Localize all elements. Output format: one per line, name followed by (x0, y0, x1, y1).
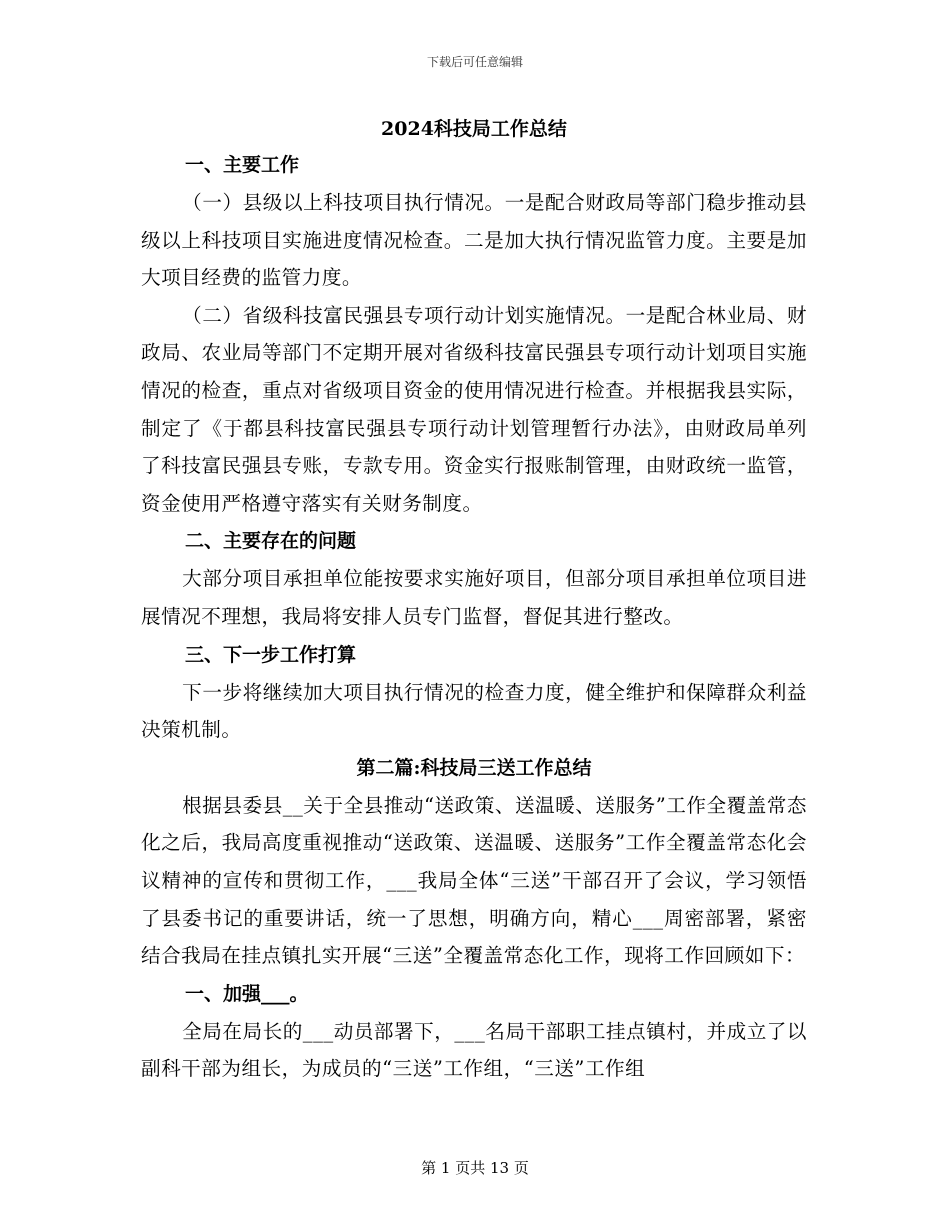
part2-title: 第二篇:科技局三送工作总结 (356, 756, 592, 779)
page-header-note: 下载后可任意编辑 (426, 55, 523, 69)
paragraph-part2-staff: 全局在局长的___动员部署下，___名局干部职工挂点镇村，并成立了以副科干部为组长，为成员的“三送”工作组，“三送”工作组 (141, 1019, 807, 1081)
paragraph-problems: 大部分项目承担单位能按要求实施好项目，但部分项目承担单位项目进展情况不理想，我局将安排人员专门监督，督促其进行整改。 (141, 567, 807, 628)
document-title: 2024科技局工作总结 (381, 118, 567, 140)
paragraph-part2-intro: 根据县委县__关于全县推动“送政策、送温暖、送服务”工作全覆盖常态化之后，我局高度重视推动“送政策、送温暖、送服务”工作全覆盖常态化会议精神的宣传和贯彻工作，___我局全体“三送”干部召开了会议，学习领悟了县委书记的重要讲话，统一了思想，明确方向，精心___周密部署，紧密结合我局在挂点镇扎实开展“三送”全覆盖常态化工作，现将工作回顾如下： (141, 793, 807, 968)
paragraph-next-steps: 下一步将继续加大项目执行情况的检查力度，健全维护和保障群众利益决策机制。 (141, 680, 807, 742)
paragraph-provincial-plan: （二）省级科技富民强县专项行动计划实施情况。一是配合林业局、财政局、农业局等部门不定期开展对省级科技富民强县专项行动计划项目实施情况的检查，重点对省级项目资金的使用情况进行检查。并根据我县实际，制定了《于都县科技富民强县专项行动计划管理暂行办法》，由财政局单列了科技富民强县专账，专款专用。资金实行报账制管理，由财政统一监管，资金使用严格遵守落实有关财务制度。 (141, 303, 807, 515)
part2-heading-strengthen: 一、加强___。 (185, 982, 309, 1005)
document-body (141, 112, 807, 1088)
section-heading-next-steps: 三、下一步工作打算 (185, 643, 357, 666)
page-footer-number: 第 1 页共 13 页 (421, 1159, 529, 1177)
section-heading-main-work: 一、主要工作 (185, 154, 300, 176)
section-heading-problems: 二、主要存在的问题 (185, 530, 357, 553)
paragraph-county-projects: （一）县级以上科技项目执行情况。一是配合财政局等部门稳步推动县级以上科技项目实施进度情况检查。二是加大执行情况监管力度。主要是加大项目经费的监管力度。 (141, 191, 807, 290)
